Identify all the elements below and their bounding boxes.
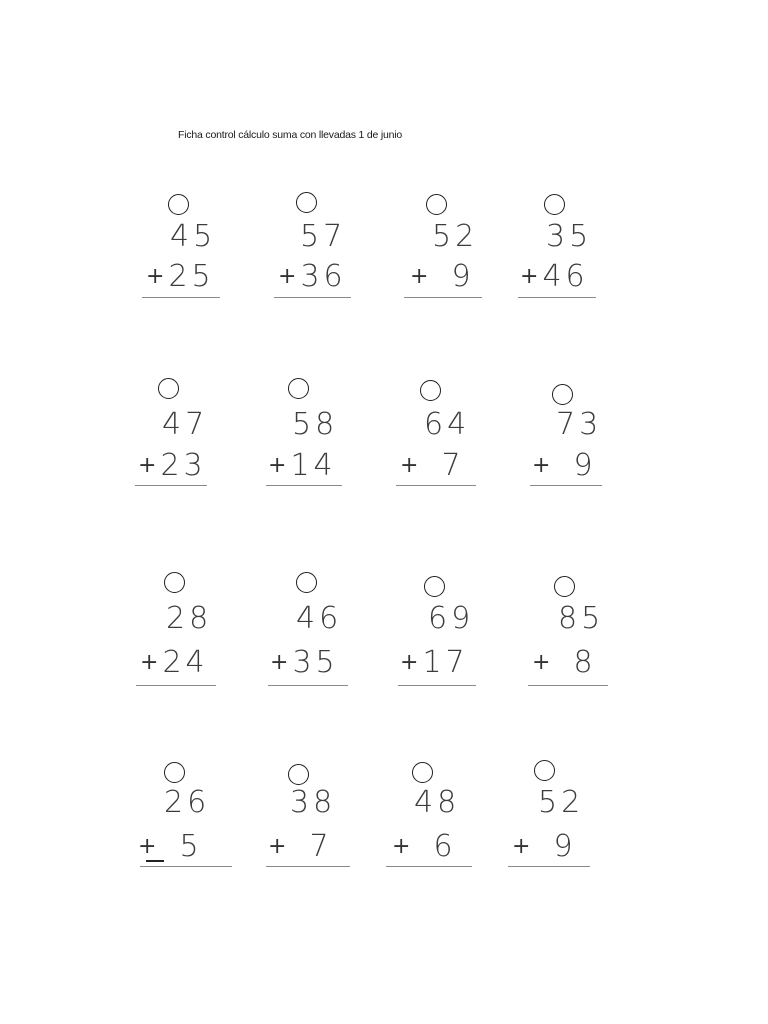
answer-line[interactable] — [266, 485, 342, 486]
addend-bottom-row — [138, 829, 203, 864]
addend-top: 69 — [428, 601, 475, 636]
addend-bottom: 25 — [168, 259, 215, 294]
answer-line[interactable] — [530, 485, 602, 486]
addend-bottom: 6 — [414, 829, 457, 864]
addend-bottom: 24 — [162, 645, 209, 680]
answer-line[interactable] — [518, 297, 596, 298]
addend-bottom-row — [392, 829, 457, 864]
addend-top: 48 — [414, 785, 461, 820]
addend-top: 73 — [556, 407, 603, 442]
addend-bottom: 9 — [432, 259, 475, 294]
plus-sign: + — [532, 453, 551, 478]
answer-line[interactable] — [508, 866, 590, 867]
addend-bottom-row — [512, 829, 577, 864]
addend-bottom-row — [140, 645, 209, 680]
addend-top: 52 — [432, 219, 479, 254]
answer-line[interactable] — [528, 685, 608, 686]
answer-line[interactable] — [142, 297, 220, 298]
addend-bottom: 36 — [300, 259, 347, 294]
plus-sign: + — [400, 453, 419, 478]
answer-line[interactable] — [268, 685, 348, 686]
carry-circle[interactable] — [164, 762, 185, 783]
pencil-dash-mark — [146, 860, 164, 862]
carry-circle[interactable] — [288, 764, 309, 785]
carry-circle[interactable] — [554, 576, 575, 597]
answer-line[interactable] — [135, 485, 207, 486]
plus-sign: + — [138, 834, 157, 859]
addend-bottom-row — [532, 645, 597, 680]
plus-sign: + — [520, 264, 539, 289]
addend-top: 45 — [170, 219, 217, 254]
addend-bottom-row — [400, 448, 465, 483]
addend-bottom: 14 — [290, 448, 337, 483]
carry-circle[interactable] — [552, 384, 573, 405]
addend-bottom: 8 — [554, 645, 597, 680]
plus-sign: + — [532, 650, 551, 675]
carry-circle[interactable] — [164, 572, 185, 593]
addend-top: 26 — [164, 785, 211, 820]
addend-bottom: 9 — [534, 829, 577, 864]
plus-sign: + — [146, 264, 165, 289]
carry-circle[interactable] — [544, 194, 565, 215]
addend-top: 47 — [162, 407, 209, 442]
addend-bottom: 17 — [422, 645, 469, 680]
carry-circle[interactable] — [158, 378, 179, 399]
addend-top: 52 — [538, 785, 585, 820]
answer-line[interactable] — [386, 866, 472, 867]
carry-circle[interactable] — [296, 572, 317, 593]
carry-circle[interactable] — [288, 378, 309, 399]
answer-line[interactable] — [396, 485, 476, 486]
answer-line[interactable] — [274, 297, 351, 298]
answer-line[interactable] — [266, 866, 350, 867]
answer-line[interactable] — [404, 297, 482, 298]
addend-bottom-row — [532, 448, 597, 483]
plus-sign: + — [268, 453, 287, 478]
plus-sign: + — [400, 650, 419, 675]
answer-line[interactable] — [398, 685, 476, 686]
carry-circle[interactable] — [426, 194, 447, 215]
answer-line[interactable] — [140, 866, 232, 867]
addend-bottom: 35 — [292, 645, 339, 680]
addend-bottom-row — [268, 448, 337, 483]
addend-bottom-row — [400, 645, 469, 680]
addend-bottom-row — [520, 259, 589, 294]
carry-circle[interactable] — [534, 760, 555, 781]
addend-bottom: 46 — [542, 259, 589, 294]
addend-bottom-row — [268, 829, 333, 864]
addend-top: 64 — [424, 407, 471, 442]
carry-circle[interactable] — [168, 194, 189, 215]
addend-bottom: 23 — [160, 448, 207, 483]
addend-bottom: 7 — [422, 448, 465, 483]
addend-bottom-row — [138, 448, 207, 483]
worksheet-title: Ficha control cálculo suma con llevadas 1 de junio — [178, 129, 403, 141]
addend-top: 38 — [290, 785, 337, 820]
plus-sign: + — [392, 834, 411, 859]
addend-top: 46 — [296, 601, 343, 636]
plus-sign: + — [268, 834, 287, 859]
addend-bottom: 9 — [554, 448, 597, 483]
addend-bottom: 7 — [290, 829, 333, 864]
addend-bottom: 5 — [160, 829, 203, 864]
addend-bottom-row — [270, 645, 339, 680]
plus-sign: + — [410, 264, 429, 289]
addend-bottom-row — [278, 259, 347, 294]
addend-top: 58 — [292, 407, 339, 442]
carry-circle[interactable] — [296, 192, 317, 213]
plus-sign: + — [270, 650, 289, 675]
carry-circle[interactable] — [424, 576, 445, 597]
carry-circle[interactable] — [412, 762, 433, 783]
plus-sign: + — [140, 650, 159, 675]
addend-top: 85 — [558, 601, 605, 636]
addend-bottom-row — [410, 259, 475, 294]
plus-sign: + — [512, 834, 531, 859]
addend-bottom-row — [146, 259, 215, 294]
answer-line[interactable] — [136, 685, 216, 686]
plus-sign: + — [278, 264, 297, 289]
addend-top: 28 — [166, 601, 213, 636]
addend-top: 35 — [546, 219, 593, 254]
plus-sign: + — [138, 453, 157, 478]
carry-circle[interactable] — [420, 380, 441, 401]
addend-top: 57 — [300, 219, 347, 254]
